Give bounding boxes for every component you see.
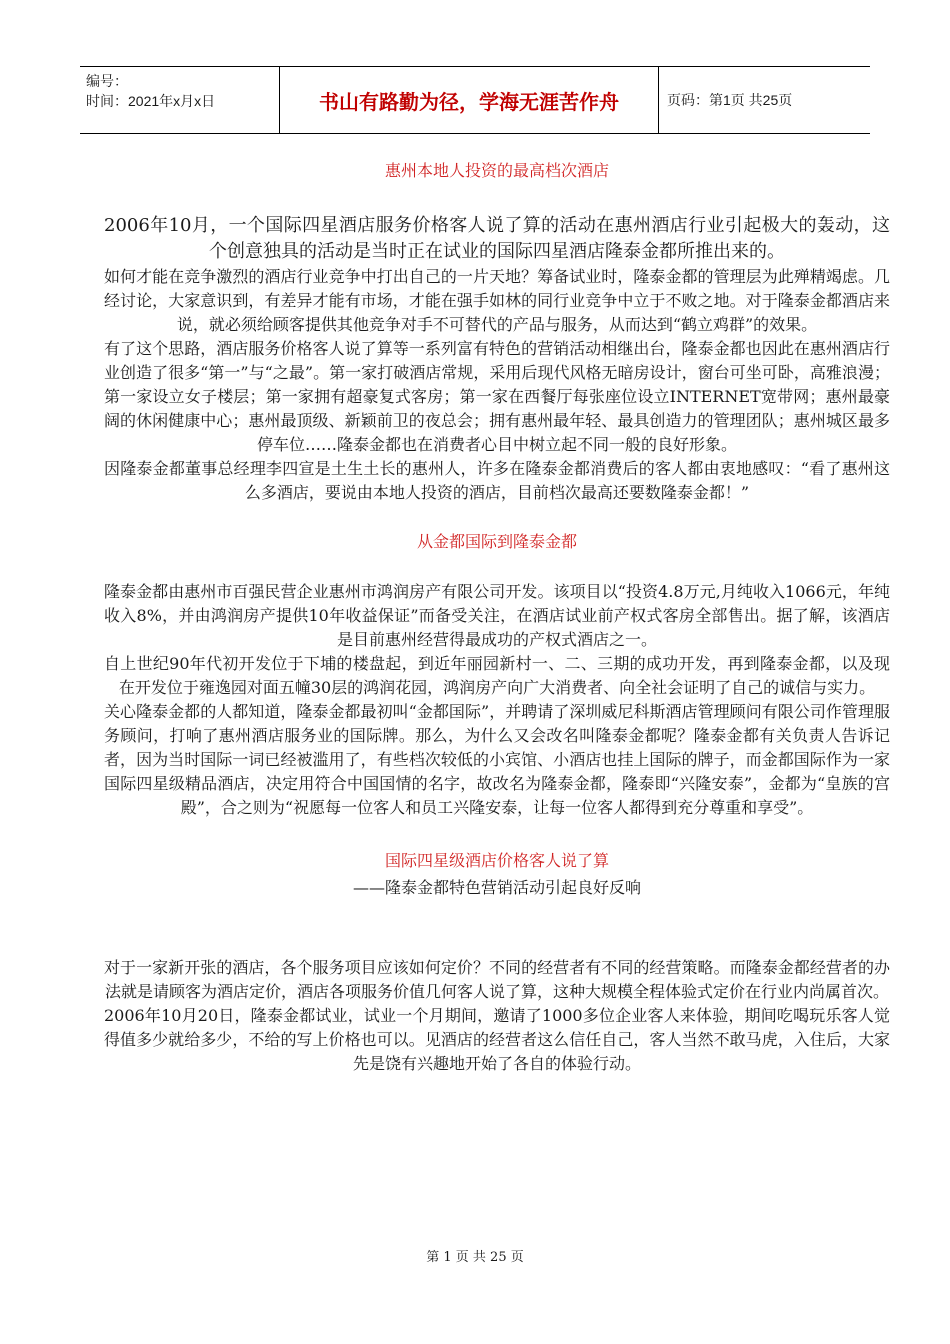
section-title: 国际四星级酒店价格客人说了算 [384,851,609,870]
date-label: 时间：2021年x月x日 [86,93,216,109]
page-header [80,66,870,134]
paragraph: 隆泰金都由惠州市百强民营企业惠州市鸿润房产有限公司开发。该项目以“投资4.8万元,月纯收入1066元，年纯收入8%，并由鸿润房产提供10年收益保证”而备受关注，在酒店试业前产权式客房全部售出。据了解，该酒店是目前惠州经营得最成功的产权式酒店之一。 [104,582,890,649]
paragraph: 2006年10月，一个国际四星酒店服务价格客人说了算的活动在惠州酒店行业引起极大的轰动，这个创意独具的活动是当时正在试业的国际四星酒店隆泰金都所推出来的。 [104,215,890,262]
section-title: 惠州本地人投资的最高档次酒店 [384,161,609,180]
paragraph: 对于一家新开张的酒店，各个服务项目应该如何定价？不同的经营者有不同的经营策略。而隆泰金都经营者的办法就是请顾客为酒店定价，酒店各项服务价值几何客人说了算，这种大规模全程体验式定价在行业内尚属首次。 [104,958,890,1001]
paragraph: 2006年10月20日，隆泰金都试业，试业一个月期间，邀请了1000多位企业客人来体验，期间吃喝玩乐客人觉得值多少就给多少，不给的写上价格也可以。见酒店的经营者这么信任自己，客人当然不敢马虎，入住后，大家先是饶有兴趣地开始了各自的体验行动。 [104,1006,890,1073]
paragraph: 因隆泰金都董事总经理李四宣是土生土长的惠州人，许多在隆泰金都消费后的客人都由衷地感叹：“看了惠州这么多酒店，要说由本地人投资的酒店，目前档次最高还要数隆泰金都！” [104,459,890,502]
paragraph: 有了这个思路，酒店服务价格客人说了算等一系列富有特色的营销活动相继出台，隆泰金都也因此在惠州酒店行业创造了很多“第一”与“之最”。第一家打破酒店常规，采用后现代风格无暗房设计，窗台可坐可卧，高雅浪漫；第一家设立女子楼层；第一家拥有超豪复式客房；第一家在西餐厅每张座位设立INTERNET宽带网；惠州最豪阔的休闲健康中心；惠州最顶级、新颖前卫的夜总会；拥有惠州最年轻、最具创造力的管理团队；惠州城区最多停车位……隆泰金都也在消费者心目中树立起不同一般的良好形象。 [104,339,890,454]
paragraph: 关心隆泰金都的人都知道，隆泰金都最初叫“金都国际”，并聘请了深圳威尼科斯酒店管理顾问有限公司作管理服务顾问，打响了惠州酒店服务业的国际牌。那么，为什么又会改名叫隆泰金都呢？隆泰金都有关负责人告诉记者，因为当时国际一词已经被滥用了，有些档次较低的小宾馆、小酒店也挂上国际的牌子，而金都国际作为一家国际四星级精品酒店，决定用符合中国国情的名字，故改名为隆泰金都，隆泰即“兴隆安泰”，金都为“皇族的宫殿”，合之则为“祝愿每一位客人和员工兴隆安泰，让每一位客人都得到充分尊重和享受”。 [104,702,890,817]
header-meta [80,67,280,133]
page-footer: 第 1 页 共 25 页 [426,1250,524,1265]
paragraph: 自上世纪90年代初开发位于下埔的楼盘起，到近年丽园新村一、二、三期的成功开发，再到隆泰金都，以及现在开发位于雍逸园对面五幢30层的鸿润花园，鸿润房产向广大消费者、向全社会证明了自己的诚信与实力。 [104,654,890,697]
section-subtitle: ——隆泰金都特色营销活动引起良好反响 [352,878,641,897]
header-motto: 书山有路勤为径，学海无涯苦作舟 [280,67,659,133]
paragraph: 如何才能在竞争激烈的酒店行业竞争中打出自己的一片天地？筹备试业时，隆泰金都的管理层为此殚精竭虑。几经讨论，大家意识到，有差异才能有市场，才能在强手如林的同行业竞争中立于不败之地。对于隆泰金都酒店来说，就必须给顾客提供其他竞争对手不可替代的产品与服务，从而达到“鹤立鸡群”的效果。 [104,267,890,334]
header-page-info: 页码：第1页 共25页 [667,92,793,108]
section-title: 从金都国际到隆泰金都 [416,532,577,551]
number-label: 编号： [86,73,128,89]
document-body [104,150,890,1076]
